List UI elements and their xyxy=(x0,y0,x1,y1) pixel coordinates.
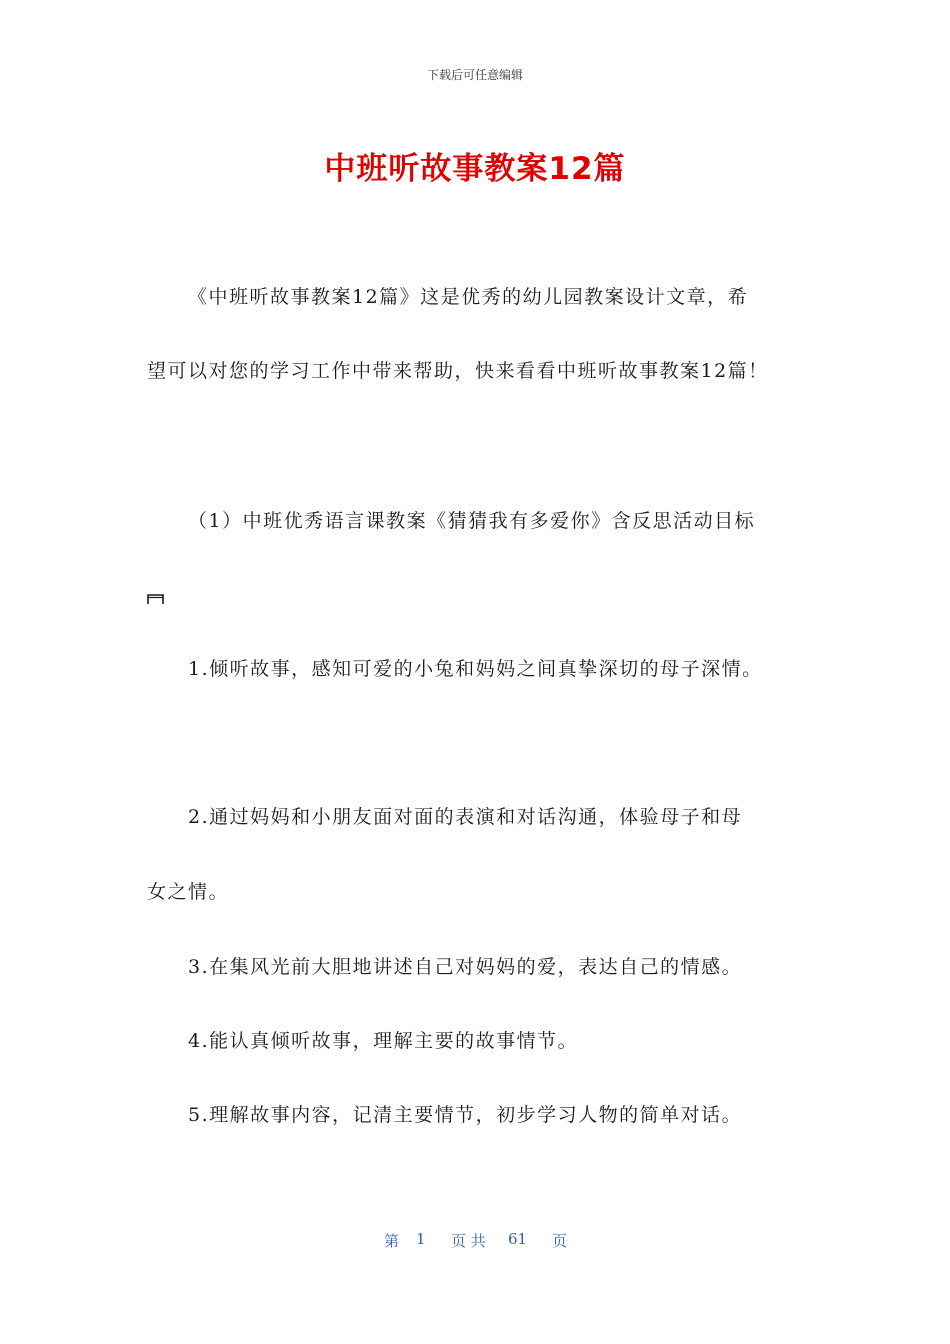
document-title: 中班听故事教案12篇 xyxy=(324,151,626,187)
intro-line-2: 望可以对您的学习工作中带来帮助，快来看看中班听故事教案12篇！ xyxy=(147,360,769,382)
goal-3: 3.在集风光前大胆地讲述自己对妈妈的爱，表达自己的情感。 xyxy=(188,956,743,978)
intro-line-1: 《中班听故事教案12篇》这是优秀的幼儿园教案设计文章，希 xyxy=(188,286,749,308)
page-footer xyxy=(0,1230,950,1250)
footer-page-number: 1 xyxy=(416,1230,426,1248)
goal-4: 4.能认真倾听故事，理解主要的故事情节。 xyxy=(188,1030,579,1052)
goal-5: 5.理解故事内容，记清主要情节，初步学习人物的简单对话。 xyxy=(188,1104,743,1126)
header-note: 下载后可任意编辑 xyxy=(426,68,523,82)
bracket-mark-icon xyxy=(147,594,164,604)
footer-page-suffix: 页 xyxy=(552,1232,568,1250)
goal-2: 2.通过妈妈和小朋友面对面的表演和对话沟通，体验母子和母 xyxy=(188,806,743,828)
footer-page-middle: 页 共 xyxy=(451,1232,486,1250)
goal-2-continued: 女之情。 xyxy=(147,881,230,903)
section-heading: （1）中班优秀语言课教案《猜猜我有多爱你》含反思活动目标 xyxy=(188,510,756,532)
footer-total-pages: 61 xyxy=(508,1230,528,1248)
goal-1: 1.倾听故事，感知可爱的小兔和妈妈之间真挚深切的母子深情。 xyxy=(188,658,763,680)
footer-page-prefix: 第 xyxy=(384,1232,400,1250)
